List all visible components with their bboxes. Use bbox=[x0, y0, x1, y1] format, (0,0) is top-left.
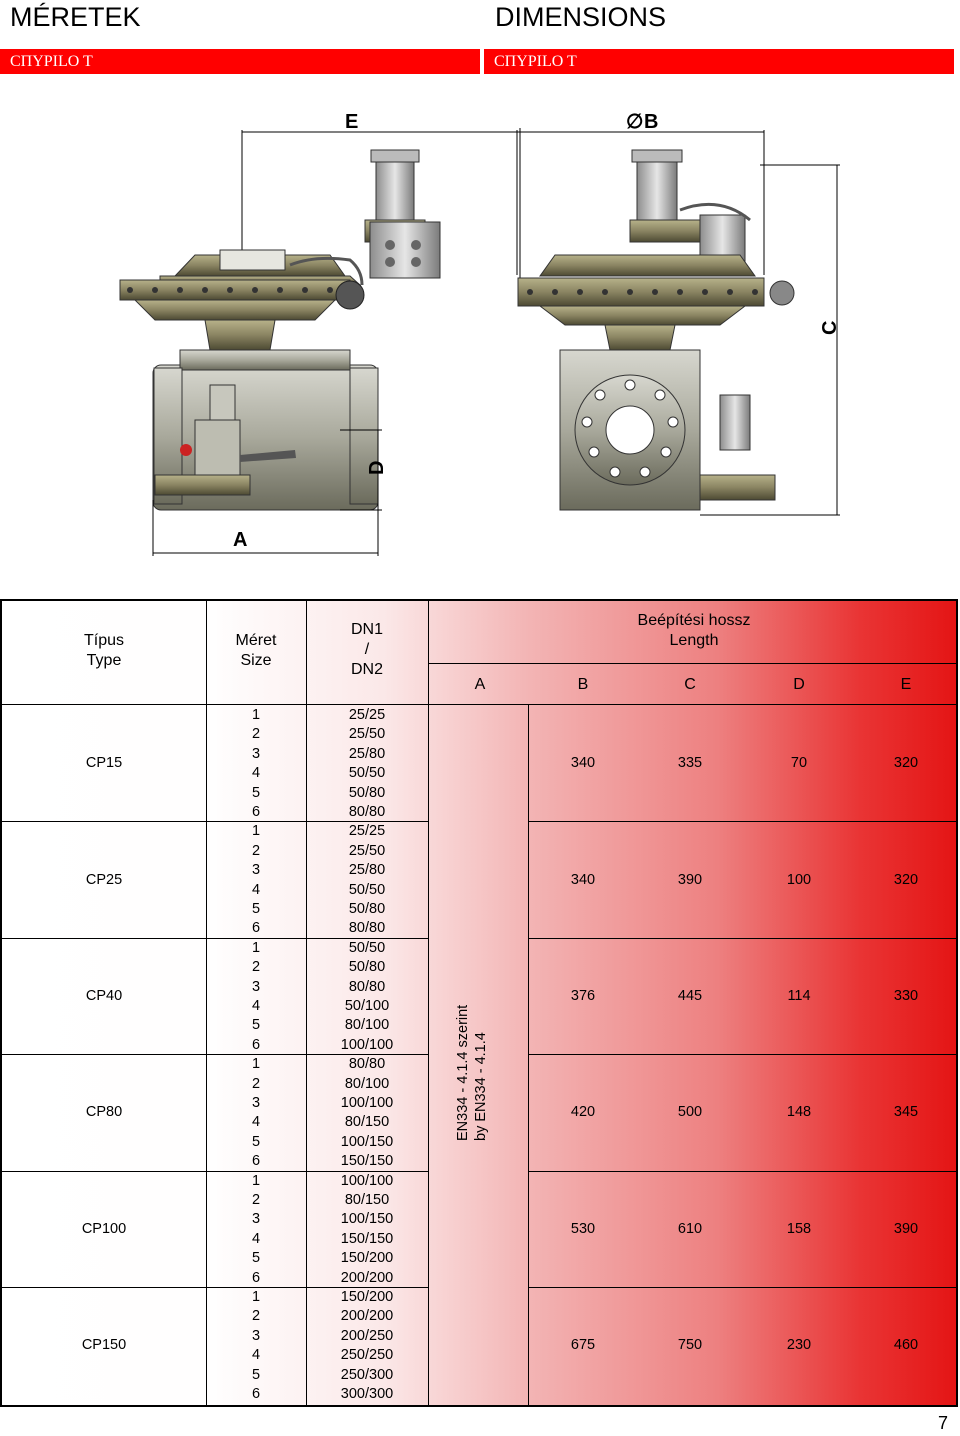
side-view bbox=[517, 111, 841, 515]
cell-dn: 80/100 bbox=[344, 1017, 390, 1034]
cell-size: 2 bbox=[251, 1192, 261, 1208]
front-view bbox=[120, 111, 520, 556]
cell-dn: 80/150 bbox=[344, 1114, 390, 1131]
cell-dim-c: 500 bbox=[677, 1104, 703, 1121]
cell-size: 6 bbox=[251, 1036, 261, 1053]
cell-size: 6 bbox=[251, 1269, 261, 1286]
cell-dim-e: 390 bbox=[893, 1220, 919, 1237]
dim-label-d: D bbox=[366, 460, 388, 475]
cell-size: 4 bbox=[251, 765, 261, 782]
cell-dim-c: 335 bbox=[677, 755, 703, 772]
cell-size: 1 bbox=[251, 1172, 261, 1189]
cell-dn: 200/250 bbox=[340, 1327, 394, 1344]
cell-size: 1 bbox=[251, 1289, 261, 1305]
cell-dn: 25/25 bbox=[348, 707, 386, 723]
cell-size: 2 bbox=[251, 726, 261, 743]
cell-size: 5 bbox=[251, 1133, 261, 1150]
header-dn-2: DN2 bbox=[350, 661, 383, 678]
cell-dn: 200/200 bbox=[340, 1308, 394, 1325]
cell-size: 2 bbox=[251, 959, 261, 976]
product-bar-left: CПYPILO T bbox=[0, 49, 480, 74]
cell-size: 4 bbox=[251, 881, 261, 898]
dim-label-c: C bbox=[819, 320, 841, 335]
cell-size: 5 bbox=[251, 901, 261, 917]
page-number: 7 bbox=[937, 1413, 948, 1433]
diameter-symbol: ∅ bbox=[626, 111, 644, 133]
cell-size: 6 bbox=[251, 804, 261, 820]
header-length-0: Beépítési hossz bbox=[637, 612, 751, 629]
cell-size: 4 bbox=[251, 1347, 261, 1364]
cell-dim-b: 376 bbox=[570, 988, 596, 1004]
cell-size: 6 bbox=[251, 1386, 261, 1402]
cell-dim-c: 445 bbox=[677, 988, 703, 1004]
cell-dn: 80/80 bbox=[348, 1056, 386, 1073]
header-length-1: Length bbox=[669, 632, 719, 649]
cell-dn: 80/80 bbox=[348, 920, 386, 937]
header-type-1: Type bbox=[86, 652, 122, 669]
dim-label-b: B bbox=[644, 111, 659, 133]
dimensions-table bbox=[0, 599, 958, 1407]
cell-dim-c: 390 bbox=[677, 871, 703, 888]
a-column-note bbox=[454, 941, 494, 1141]
cell-dn: 100/150 bbox=[340, 1211, 394, 1228]
cell-dn: 80/80 bbox=[348, 804, 386, 820]
cell-dn: 300/300 bbox=[340, 1386, 394, 1402]
cell-size: 3 bbox=[251, 745, 261, 762]
cell-dn: 25/50 bbox=[348, 842, 386, 859]
cell-dn: 25/80 bbox=[348, 745, 386, 762]
cell-dn: 80/100 bbox=[344, 1075, 390, 1092]
header-dn-1: / bbox=[364, 641, 370, 658]
cell-size: 4 bbox=[251, 1114, 261, 1131]
header-size-1: Size bbox=[240, 652, 272, 669]
header-size-0: Méret bbox=[235, 632, 277, 649]
cell-dn: 100/150 bbox=[340, 1133, 394, 1150]
cell-dim-d: 114 bbox=[787, 988, 811, 1004]
cell-dn: 150/150 bbox=[340, 1153, 394, 1170]
a-note-line-1: by EN334 - 4.1.4 bbox=[473, 1032, 489, 1141]
cell-size: 5 bbox=[251, 1250, 261, 1267]
cell-dn: 150/200 bbox=[340, 1289, 394, 1305]
cell-size: 6 bbox=[251, 1153, 261, 1170]
cell-dn: 50/50 bbox=[348, 939, 386, 956]
cell-dn: 150/200 bbox=[340, 1250, 394, 1267]
cell-type: CP25 bbox=[85, 871, 123, 888]
cell-type: CP150 bbox=[81, 1337, 127, 1354]
header-dim-b: B bbox=[577, 676, 589, 693]
cell-dim-d: 230 bbox=[786, 1337, 812, 1354]
cell-dn: 80/150 bbox=[344, 1192, 390, 1208]
cell-dim-e: 330 bbox=[893, 988, 919, 1004]
cell-dn: 25/50 bbox=[348, 726, 386, 743]
cell-size: 3 bbox=[251, 978, 261, 995]
cell-dn: 250/250 bbox=[340, 1347, 394, 1364]
cell-dim-d: 158 bbox=[786, 1220, 812, 1237]
cell-size: 5 bbox=[251, 1366, 261, 1383]
cell-dn: 100/100 bbox=[340, 1095, 394, 1111]
cell-dn: 100/100 bbox=[340, 1172, 394, 1189]
a-note-line-0: EN334 - 4.1.4 szerint bbox=[455, 1004, 471, 1141]
cell-size: 2 bbox=[251, 1075, 261, 1092]
regulator-drawing bbox=[100, 100, 860, 570]
header-dim-d: D bbox=[793, 676, 805, 693]
cell-dn: 50/100 bbox=[344, 998, 390, 1014]
cell-size: 1 bbox=[251, 1056, 261, 1073]
header-dim-c: C bbox=[684, 676, 696, 693]
cell-dn: 25/80 bbox=[348, 862, 386, 879]
cell-dn: 25/25 bbox=[348, 823, 386, 840]
cell-dn: 200/200 bbox=[340, 1269, 394, 1286]
cell-dn: 50/80 bbox=[348, 959, 386, 976]
dim-label-a: A bbox=[233, 529, 248, 551]
cell-dim-e: 320 bbox=[893, 871, 919, 888]
cell-dim-d: 100 bbox=[786, 871, 812, 888]
cell-size: 1 bbox=[251, 823, 261, 840]
header-type-0: Típus bbox=[83, 632, 124, 649]
cell-dn: 80/80 bbox=[348, 978, 386, 995]
cell-dim-c: 750 bbox=[677, 1337, 703, 1354]
cell-dim-b: 340 bbox=[570, 871, 596, 888]
cell-size: 1 bbox=[251, 707, 261, 723]
cell-size: 2 bbox=[251, 1308, 261, 1325]
cell-size: 3 bbox=[251, 1327, 261, 1344]
cell-dn: 100/100 bbox=[340, 1036, 394, 1053]
cell-dim-e: 460 bbox=[893, 1337, 919, 1354]
cell-dn: 150/150 bbox=[340, 1230, 394, 1247]
cell-size: 5 bbox=[251, 784, 261, 801]
page-title-en: DIMENSIONS bbox=[495, 2, 667, 32]
dim-label-e: E bbox=[345, 111, 359, 133]
cell-size: 3 bbox=[251, 1211, 261, 1228]
cell-size: 3 bbox=[251, 862, 261, 879]
cell-size: 5 bbox=[251, 1017, 261, 1034]
cell-dim-c: 610 bbox=[677, 1220, 703, 1237]
cell-type: CP80 bbox=[85, 1104, 123, 1121]
cell-dn: 50/80 bbox=[348, 901, 386, 917]
cell-dim-b: 420 bbox=[570, 1104, 596, 1121]
product-bar-right: CПYPILO T bbox=[484, 49, 954, 74]
header-dim-e: E bbox=[900, 676, 912, 693]
cell-dn: 50/50 bbox=[348, 881, 386, 898]
header-dn-0: DN1 bbox=[350, 621, 383, 638]
header-dim-a: A bbox=[474, 676, 486, 693]
cell-size: 3 bbox=[251, 1095, 261, 1111]
cell-dim-e: 345 bbox=[893, 1104, 919, 1121]
cell-size: 6 bbox=[251, 920, 261, 937]
cell-type: CP40 bbox=[85, 988, 123, 1004]
cell-dim-b: 675 bbox=[570, 1337, 596, 1354]
cell-size: 1 bbox=[251, 939, 261, 956]
cell-dn: 250/300 bbox=[340, 1366, 394, 1383]
cell-type: CP15 bbox=[85, 755, 123, 772]
cell-size: 4 bbox=[251, 1230, 261, 1247]
cell-dn: 50/80 bbox=[348, 784, 386, 801]
cell-dn: 50/50 bbox=[348, 765, 386, 782]
cell-size: 4 bbox=[251, 998, 261, 1014]
page-title-hu: MÉRETEK bbox=[10, 2, 141, 32]
cell-size: 2 bbox=[251, 842, 261, 859]
cell-dim-e: 320 bbox=[893, 755, 919, 772]
cell-type: CP100 bbox=[81, 1220, 127, 1237]
cell-dim-b: 340 bbox=[570, 755, 596, 772]
cell-dim-d: 148 bbox=[786, 1104, 812, 1121]
cell-dim-b: 530 bbox=[570, 1220, 596, 1237]
cell-dim-d: 70 bbox=[790, 755, 808, 772]
